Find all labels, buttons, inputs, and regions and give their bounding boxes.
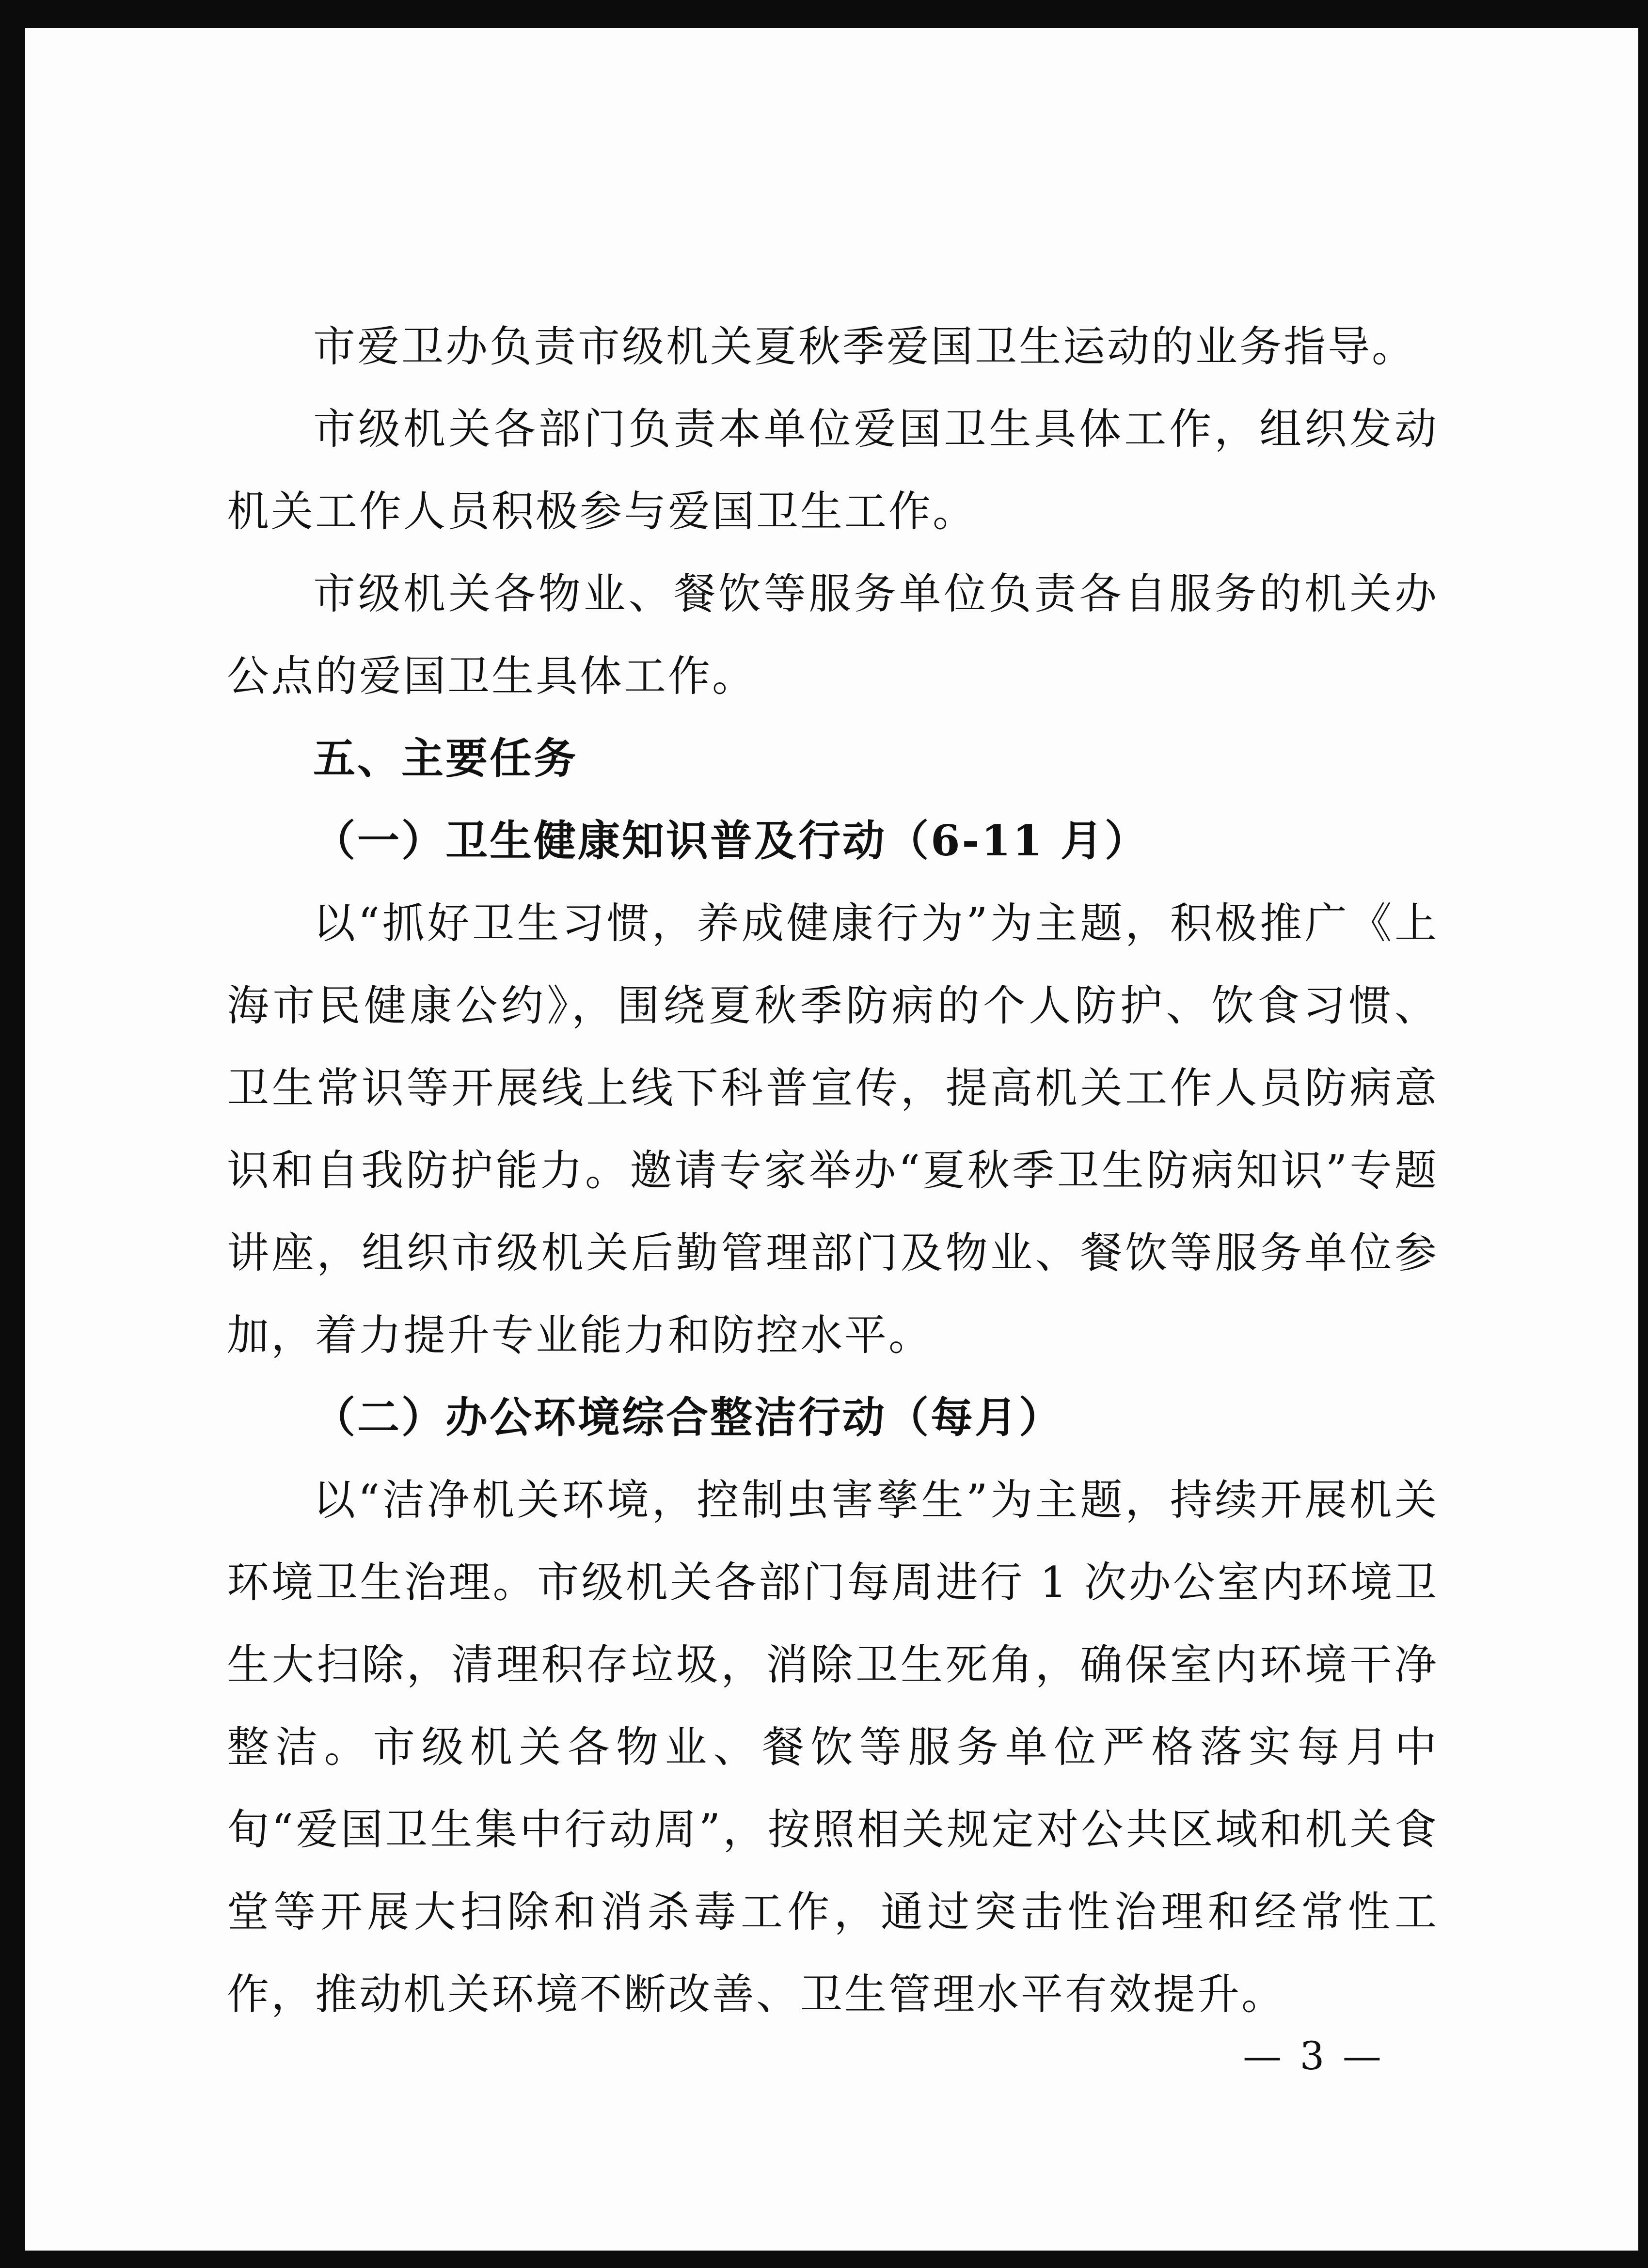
paragraph-health-knowledge: 以“抓好卫生习惯，养成健康行为”为主题，积极推广《上海市民健康公约》，围绕夏秋季防病的个人防护、饮食习惯、卫生常识等开展线上线下科普宣传，提高机关工作人员防病意识和自我防护能力。邀请专家举办“夏秋季卫生防病知识”专题讲座，组织市级机关后勤管理部门及物业、餐饮等服务单位参加，着力提升专业能力和防控水平。 (227, 898, 1439, 1360)
scan-border-right (1638, 0, 1648, 2268)
subheading-office-environment: （二）办公环境综合整洁行动（每月） (313, 1392, 1063, 1442)
page-number: — 3 — (1243, 2033, 1384, 2079)
paragraph-guidance: 市爱卫办负责市级机关夏秋季爱国卫生运动的业务指导。 (313, 322, 1416, 371)
paragraph-departments: 市级机关各部门负责本单位爱国卫生具体工作，组织发动机关工作人员积极参与爱国卫生工作。 (227, 404, 1439, 536)
document-body (227, 305, 1439, 2035)
scan-border-bottom (0, 2251, 1648, 2268)
subheading-health-knowledge: （一）卫生健康知识普及行动（6-11 月） (313, 816, 1149, 866)
paragraph-office-environment: 以“洁净机关环境，控制虫害孳生”为主题，持续开展机关环境卫生治理。市级机关各部门每周进行 1 次办公室内环境卫生大扫除，清理积存垃圾，消除卫生死角，确保室内环境干净整洁。市级机关各物业、餐饮等服务单位严格落实每月中旬“爱国卫生集中行动周”，按照相关规定对公共区域和机关食堂等开展大扫除和消杀毒工作，通过突击性治理和经常性工作，推动机关环境不断改善、卫生管理水平有效提升。 (227, 1475, 1439, 2019)
paragraph-service-units: 市级机关各物业、餐饮等服务单位负责各自服务的机关办公点的爱国卫生具体工作。 (227, 569, 1439, 701)
section-heading-main-tasks: 五、主要任务 (313, 734, 578, 783)
scan-border-top (0, 0, 1648, 28)
scan-border-left (0, 0, 25, 2268)
